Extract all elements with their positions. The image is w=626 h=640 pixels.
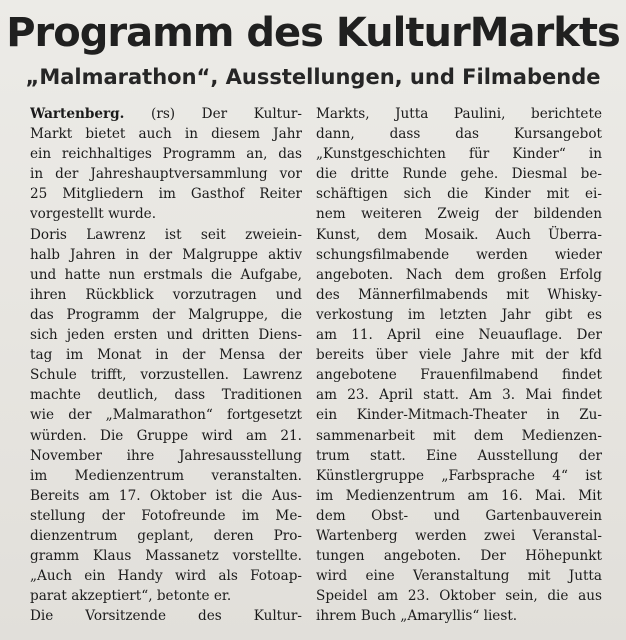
article-line: Wartenberg werden zwei Veranstal- bbox=[316, 527, 602, 544]
article-line: ihrem Buch „Amaryllis“ liest. bbox=[316, 608, 518, 625]
article-line: dann, dass das Kursangebot bbox=[316, 126, 602, 143]
article-line: ein Kinder-Mitmach-Theater in Zu- bbox=[316, 407, 602, 424]
article-line: Bereits am 17. Oktober ist die Aus- bbox=[30, 487, 302, 504]
subheadline: „Malmarathon“, Ausstellungen, und Filmabende bbox=[25, 65, 601, 89]
article-line: würden. Die Gruppe wird am 21. bbox=[30, 427, 302, 444]
article-line: trum statt. Eine Ausstellung der bbox=[316, 447, 602, 464]
article-line: am 11. April eine Neuauflage. Der bbox=[316, 327, 602, 344]
article-line bbox=[30, 104, 302, 124]
article-line: dem Obst- und Gartenbauverein bbox=[316, 507, 602, 524]
article-line: die dritte Runde gehe. Diesmal be- bbox=[316, 166, 602, 183]
article-line: ein reichhaltiges Programm an, das bbox=[30, 146, 302, 163]
article-line: parat akzeptiert“, betonte er. bbox=[30, 588, 232, 605]
article-line: Schule trifft, vorzustellen. Lawrenz bbox=[30, 367, 302, 384]
article-line: am 23. April statt. Am 3. Mai findet bbox=[316, 387, 602, 404]
article-line: November ihre Jahresausstellung bbox=[30, 447, 302, 464]
article-line: vorgestellt wurde. bbox=[30, 206, 157, 223]
article-line: 25 Mitgliedern im Gasthof Reiter bbox=[30, 186, 302, 203]
article-column-left bbox=[30, 104, 302, 626]
article-line: „Auch ein Handy wird als Fotoap- bbox=[30, 568, 302, 585]
article-line: sich jeden ersten und dritten Diens- bbox=[30, 327, 302, 344]
article-line: das Programm der Malgruppe, die bbox=[30, 306, 302, 323]
article-line: und hatte nun erstmals die Aufgabe, bbox=[30, 266, 302, 283]
dateline: Wartenberg. bbox=[30, 106, 125, 122]
article-line: dienzentrum geplant, deren Pro- bbox=[30, 527, 302, 544]
article-line: Kunst, dem Mosaik. Auch Überra- bbox=[316, 226, 602, 243]
article-line: ihren Rückblick vorzutragen und bbox=[30, 286, 302, 303]
article-line: in der Jahreshauptversammlung vor bbox=[30, 166, 302, 183]
article-line: halb Jahren in der Malgruppe aktiv bbox=[30, 246, 302, 263]
article-line: tungen angeboten. Der Höhepunkt bbox=[316, 548, 602, 565]
article-line: „Kunstgeschichten für Kinder“ in bbox=[316, 146, 602, 163]
article-line: Künstlergruppe „Farbsprache 4“ ist bbox=[316, 467, 602, 484]
article-line: im Medienzentrum am 16. Mai. Mit bbox=[316, 487, 602, 504]
headline: Programm des KulturMarkts bbox=[6, 10, 620, 56]
article-line: bereits über viele Jahre mit der kfd bbox=[316, 347, 602, 364]
article-line: verkostung im letzten Jahr gibt es bbox=[316, 306, 602, 323]
article-line: Markt bietet auch in diesem Jahr bbox=[30, 126, 302, 143]
article-line: Markts, Jutta Paulini, berichtete bbox=[316, 106, 602, 122]
article-line: wird eine Veranstaltung mit Jutta bbox=[316, 568, 602, 585]
article-line: Doris Lawrenz ist seit zweiein- bbox=[30, 226, 302, 243]
article-line: angeboten. Nach dem großen Erfolg bbox=[316, 266, 602, 283]
article-line: tag im Monat in der Mensa der bbox=[30, 347, 302, 364]
article-line: gramm Klaus Massanetz vorstellte. bbox=[30, 548, 302, 565]
article-line: Die Vorsitzende des Kultur- bbox=[30, 608, 302, 625]
article-column-right bbox=[316, 104, 602, 626]
article-line: Speidel am 23. Oktober sein, die aus bbox=[316, 588, 602, 605]
article-line: sammenarbeit mit dem Medienzen- bbox=[316, 427, 602, 444]
article-line: stellung der Fotofreunde im Me- bbox=[30, 507, 302, 524]
article-line: des Männerfilmabends mit Whisky- bbox=[316, 286, 602, 303]
article-line: angebotene Frauenfilmabend findet bbox=[316, 367, 602, 384]
article-line: machte deutlich, dass Traditionen bbox=[30, 387, 302, 404]
article-line: wie der „Malmarathon“ fortgesetzt bbox=[30, 407, 302, 424]
article-line: im Medienzentrum veranstalten. bbox=[30, 467, 302, 484]
article-line: schäftigen sich die Kinder mit ei- bbox=[316, 186, 602, 203]
article-line: schungsfilmabende werden wieder bbox=[316, 246, 602, 263]
article-line: nem weiteren Zweig der bildenden bbox=[316, 206, 602, 223]
article-line-text: (rs) Der Kultur- bbox=[124, 106, 302, 122]
